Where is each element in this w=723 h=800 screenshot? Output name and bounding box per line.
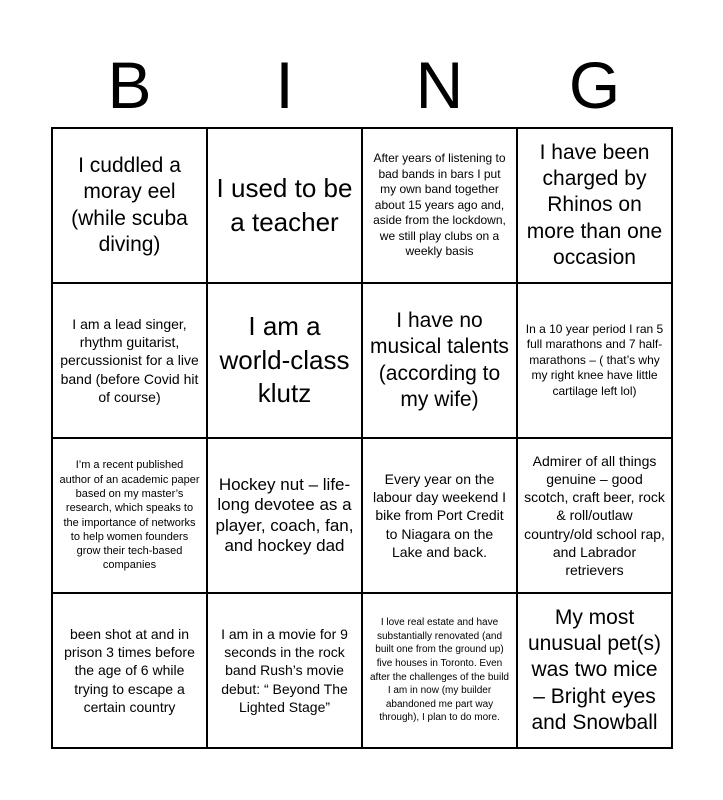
bingo-square-text: After years of listening to bad bands in bars I put my own band together about 15 years ago and, aside from the lockdown, we still play clubs on a weekly basis xyxy=(373,150,506,259)
bingo-card xyxy=(51,127,673,749)
bingo-square[interactable] xyxy=(208,129,363,284)
bingo-square[interactable] xyxy=(363,594,518,749)
bingo-square-text: I am a lead singer, rhythm guitarist, percussionist for a live band (before Covid hit of course) xyxy=(60,316,199,405)
bingo-square[interactable] xyxy=(518,439,673,594)
bingo-square[interactable] xyxy=(53,129,208,284)
bingo-header xyxy=(52,40,672,130)
bingo-square[interactable] xyxy=(518,594,673,749)
bingo-square-text: I am a world-class klutz xyxy=(219,310,350,409)
bingo-square-text: My most unusual pet(s) was two mice – Bright eyes and Snowball xyxy=(527,606,662,734)
bingo-square-text: I have been charged by Rhinos on more than one occasion xyxy=(526,141,663,269)
bingo-square-text: I am in a movie for 9 seconds in the rock band Rush’s movie debut: “ Beyond The Lighted Stage” xyxy=(221,626,348,715)
header-letter-n: N xyxy=(415,48,464,122)
bingo-square[interactable] xyxy=(518,284,673,439)
bingo-square-text: Every year on the labour day weekend I bike from Port Credit to Niagara on the Lake and back. xyxy=(372,471,507,560)
bingo-square[interactable] xyxy=(53,594,208,749)
bingo-square-text: I love real estate and have substantially renovated (and built one from the ground up) five houses in Toronto. Even after the challenges of the build I am in now (my builder abandoned me part way through), I plan to do more. xyxy=(370,617,509,724)
bingo-square[interactable] xyxy=(53,439,208,594)
header-letter-g: G xyxy=(568,48,621,122)
bingo-square[interactable] xyxy=(53,284,208,439)
bingo-square-text: Hockey nut – life-long devotee as a player, coach, fan, and hockey dad xyxy=(215,474,354,555)
bingo-square[interactable] xyxy=(208,594,363,749)
bingo-square-text: I cuddled a moray eel (while scuba diving) xyxy=(71,154,188,256)
bingo-square-text: I’m a recent published author of an academic paper based on my master’s research, which speaks to the importance of networks to help women founders grow their tech-based companies xyxy=(59,459,200,572)
bingo-square[interactable] xyxy=(363,129,518,284)
bingo-square[interactable] xyxy=(363,284,518,439)
bingo-square-text: I have no musical talents (according to my wife) xyxy=(370,309,509,411)
bingo-square-text: Admirer of all things genuine – good scotch, craft beer, rock & roll/outlaw country/old school rap, and Labrador retrievers xyxy=(524,452,665,578)
bingo-square[interactable] xyxy=(518,129,673,284)
bingo-square[interactable] xyxy=(208,284,363,439)
bingo-square-text: In a 10 year period I ran 5 full marathons and 7 half-marathons – ( that’s why my right knee have little cartilage left lol) xyxy=(525,321,664,398)
bingo-square[interactable] xyxy=(363,439,518,594)
bingo-square[interactable] xyxy=(208,439,363,594)
bingo-square-text: I used to be a teacher xyxy=(216,172,353,237)
header-letter-i: I xyxy=(275,48,294,122)
header-letter-b: B xyxy=(107,48,152,122)
bingo-square-text: been shot at and in prison 3 times before the age of 6 while trying to escape a certain country xyxy=(64,626,195,715)
